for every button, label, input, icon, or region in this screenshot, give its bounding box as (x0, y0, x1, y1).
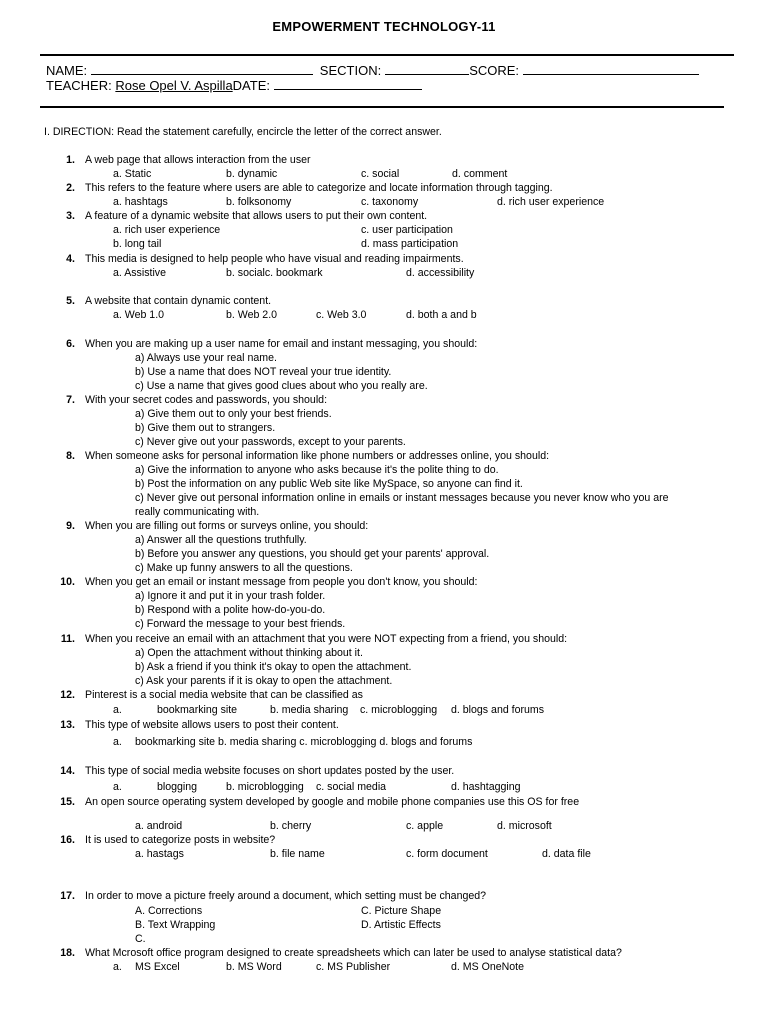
choice: b) Respond with a polite how-do-you-do. (135, 604, 326, 616)
choice: c) Use a name that gives good clues about who you really are. (135, 380, 428, 392)
question-number: 3. (66, 210, 75, 222)
choice: C. Picture Shape (361, 905, 442, 917)
choice: b. microblogging (226, 781, 304, 793)
question-text: This media is designed to help people who have visual and reading impairments. (85, 253, 464, 265)
choice: c) Forward the message to your best friends. (135, 618, 346, 630)
choice: d. mass participation (361, 238, 459, 250)
choice: a. hastags (135, 848, 184, 860)
choice: bookmarking site (157, 704, 238, 716)
choice: a) Give them out to only your best friends. (135, 408, 332, 420)
page-title: EMPOWERMENT TECHNOLOGY-11 (272, 19, 496, 34)
choice: a. (113, 781, 122, 793)
choice: c) Never give out personal information online in emails or instant messages because you never know who you are (135, 492, 669, 504)
question-text: When someone asks for personal information like phone numbers or addresses online, you should: (85, 450, 550, 462)
choice: b. Web 2.0 (226, 309, 278, 321)
choice: b. folksonomy (226, 196, 292, 208)
question-text: This type of website allows users to post their content. (85, 719, 339, 731)
question-text: This refers to the feature where users are able to categorize and locate information through tagging. (85, 182, 553, 194)
score-label: SCORE: (469, 63, 520, 78)
question-text: It is used to categorize posts in website? (85, 834, 276, 846)
teacher-label: TEACHER: (46, 78, 112, 93)
choice: A. Corrections (135, 905, 203, 917)
choice: c. user participation (361, 224, 453, 236)
choice: c) Ask your parents if it is okay to open the attachment. (135, 675, 393, 687)
question-number: 11. (60, 633, 75, 645)
question-number: 5. (66, 295, 75, 307)
choice: d. microsoft (497, 820, 552, 832)
choice: a. Web 1.0 (113, 309, 165, 321)
choice: a. rich user experience (113, 224, 221, 236)
question-number: 16. (60, 834, 75, 846)
question-text: When you are filling out forms or surveys online, you should: (85, 520, 369, 532)
question-text: A web page that allows interaction from the user (85, 154, 311, 166)
choice: MS Excel (135, 961, 180, 973)
choice: d. hashtagging (451, 781, 521, 793)
choice: b. media sharing (270, 704, 349, 716)
choice: b) Before you answer any questions, you should get your parents' approval. (135, 548, 490, 560)
header-row-1 (46, 63, 699, 78)
choice: a) Give the information to anyone who asks because it's the polite thing to do. (135, 464, 499, 476)
question-number: 18. (60, 947, 75, 959)
choice: d. blogs and forums (451, 704, 545, 716)
section-label: SECTION: (319, 63, 382, 78)
choice: a. Assistive (113, 267, 166, 279)
question-number: 12. (60, 689, 75, 701)
question-text: With your secret codes and passwords, you should: (85, 394, 328, 406)
choice: b. long tail (113, 238, 162, 250)
header-bottom-rule (40, 106, 724, 108)
choice: b. MS Word (226, 961, 282, 973)
question-number: 2. (66, 182, 75, 194)
question-number: 6. (66, 338, 75, 350)
choice: bookmarking site b. media sharing c. microblogging d. blogs and forums (135, 736, 473, 748)
question-text: In order to move a picture freely around a document, which setting must be changed? (85, 890, 487, 902)
date-label: DATE: (232, 78, 270, 93)
choice: c) Never give out your passwords, except to your parents. (135, 436, 406, 448)
choice: c. apple (406, 820, 444, 832)
question-number: 17. (60, 890, 75, 902)
choice: a. (113, 736, 122, 748)
choice: d. MS OneNote (451, 961, 525, 973)
name-label: NAME: (46, 63, 88, 78)
choice: B. Text Wrapping (135, 919, 216, 931)
choice: d. accessibility (406, 267, 475, 279)
choice: c. taxonomy (361, 196, 419, 208)
choice: a) Ignore it and put it in your trash folder. (135, 590, 326, 602)
choice: blogging (157, 781, 198, 793)
question-number: 13. (60, 719, 75, 731)
choice: a. (113, 704, 122, 716)
choice: a) Open the attachment without thinking about it. (135, 647, 363, 659)
choice: a) Answer all the questions truthfully. (135, 534, 307, 546)
score-blank[interactable] (523, 63, 699, 75)
question-number: 7. (66, 394, 75, 406)
choice: b. cherry (270, 820, 312, 832)
question-number: 4. (66, 253, 75, 265)
section-blank[interactable] (385, 63, 469, 75)
choice: b) Give them out to strangers. (135, 422, 276, 434)
header-row-2 (46, 78, 422, 93)
question-number: 14. (60, 765, 75, 777)
question-text: An open source operating system developed by google and mobile phone companies use this OS for free (85, 796, 580, 808)
choice: a. (113, 961, 122, 973)
choice: c. Web 3.0 (316, 309, 367, 321)
choice: d. rich user experience (497, 196, 605, 208)
choice: a. hashtags (113, 196, 168, 208)
question-number: 15. (60, 796, 75, 808)
choice: c. form document (406, 848, 488, 860)
choice: c) Make up funny answers to all the questions. (135, 562, 353, 574)
name-blank[interactable] (91, 63, 313, 75)
choice: b) Ask a friend if you think it's okay to open the attachment. (135, 661, 412, 673)
choice: c. social media (316, 781, 387, 793)
question-number: 8. (66, 450, 75, 462)
choice: D. Artistic Effects (361, 919, 441, 931)
question-text: When you get an email or instant message from people you don't know, you should: (85, 576, 478, 588)
question-text: This type of social media website focuses on short updates posted by the user. (85, 765, 455, 777)
question-text: What Mcrosoft office program designed to create spreadsheets which can later be used to analyse statistical data? (85, 947, 622, 959)
question-number: 10. (60, 576, 75, 588)
choice: d. both a and b (406, 309, 477, 321)
choice: d. data file (542, 848, 591, 860)
question-text: A website that contain dynamic content. (85, 295, 272, 307)
question-text: A feature of a dynamic website that allows users to put their own content. (85, 210, 428, 222)
choice: d. comment (452, 168, 508, 180)
choice: C. (135, 933, 146, 945)
choice: c. social (361, 168, 400, 180)
question-number: 1. (66, 154, 75, 166)
choice: c. MS Publisher (316, 961, 391, 973)
choice: b) Use a name that does NOT reveal your true identity. (135, 366, 392, 378)
choice: a. android (135, 820, 183, 832)
question-number: 9. (66, 520, 75, 532)
direction-text: I. DIRECTION: Read the statement carefully, encircle the letter of the correct answer. (44, 126, 442, 138)
choice: b. dynamic (226, 168, 278, 180)
choice: b. socialc. bookmark (226, 267, 323, 279)
teacher-name: Rose Opel V. Aspilla (115, 78, 233, 93)
question-text: When you receive an email with an attachment that you were NOT expecting from a friend, you should: (85, 633, 568, 645)
choice: b) Post the information on any public Web site like MySpace, so anyone can find it. (135, 478, 523, 490)
choice: a. Static (113, 168, 152, 180)
header-top-rule (40, 54, 734, 56)
question-text: When you are making up a user name for email and instant messaging, you should: (85, 338, 478, 350)
question-text: Pinterest is a social media website that can be classified as (85, 689, 363, 701)
choice: c. microblogging (360, 704, 438, 716)
choice: a) Always use your real name. (135, 352, 277, 364)
choice: really communicating with. (135, 506, 260, 518)
choice: b. file name (270, 848, 325, 860)
date-blank[interactable] (274, 78, 422, 90)
